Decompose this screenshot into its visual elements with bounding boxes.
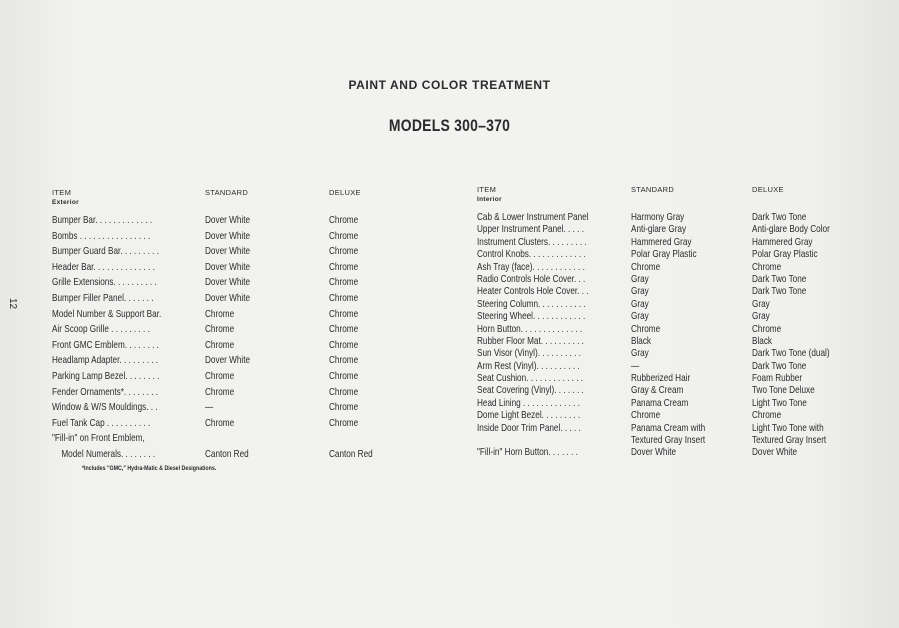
exterior-footnote: *Includes "GMC," Hydra-Matic & Diesel Designations. (81, 465, 217, 472)
interior-item-cell: Instrument Clusters. . . . . . . . . (477, 235, 587, 248)
interior-item-cell: Head Lining . . . . . . . . . . . . . (477, 396, 580, 409)
exterior-item-cell: Header Bar. . . . . . . . . . . . . . (52, 260, 155, 273)
exterior-item-cell: Grille Extensions. . . . . . . . . . (52, 276, 157, 289)
exterior-item-cell: Front GMC Emblem. . . . . . . . (52, 338, 159, 351)
interior-item-cell: Horn Button. . . . . . . . . . . . . . (477, 322, 583, 335)
interior-deluxe-cell: Dover White (752, 446, 798, 459)
interior-deluxe-cell: Gray (752, 310, 770, 323)
exterior-standard-cell: Chrome (205, 307, 235, 320)
interior-deluxe-cell: Chrome (752, 322, 782, 335)
exterior-standard-cell: Chrome (205, 385, 235, 398)
exterior-standard-cell (205, 431, 250, 447)
interior-standard-cell: Black (631, 334, 652, 347)
exterior-deluxe-cell: Chrome (329, 291, 359, 304)
interior-item-cell: Steering Column. . . . . . . . . . . (477, 297, 586, 310)
exterior-item-cell: Headlamp Adapter. . . . . . . . . (52, 354, 159, 367)
exterior-deluxe-column (329, 213, 373, 463)
interior-deluxe-cell: Light Two Tone with (752, 421, 824, 434)
exterior-deluxe-cell: Chrome (329, 369, 359, 382)
interior-item-cell: Seat Covering (Vinyl). . . . . . . (477, 384, 584, 397)
interior-deluxe-header: DELUXE (752, 185, 784, 194)
exterior-standard-cell: Dover White (205, 276, 251, 289)
exterior-standard-cell: Dover White (205, 245, 251, 258)
exterior-deluxe-cell: Chrome (329, 416, 359, 429)
interior-item-cell: Dome Light Bezel. . . . . . . . . (477, 409, 581, 422)
interior-deluxe-cell: Dark Two Tone (dual) (752, 347, 830, 360)
interior-deluxe-cell: Anti-glare Body Color (752, 223, 830, 236)
interior-deluxe-cell: Dark Two Tone (752, 359, 807, 372)
interior-deluxe-cell: Foam Rubber (752, 372, 803, 385)
interior-item-cell: "Fill-in" Horn Button. . . . . . . (477, 446, 578, 459)
interior-standard-cell: Rubberized Hair (631, 372, 691, 385)
interior-standard-cell: Gray (631, 347, 649, 360)
exterior-deluxe-cell: Chrome (329, 338, 359, 351)
exterior-standard-cell: Dover White (205, 214, 251, 226)
exterior-deluxe-cell: Canton Red (329, 447, 373, 460)
interior-item-cell: Seat Cushion. . . . . . . . . . . . . (477, 372, 584, 385)
interior-standard-header: STANDARD (631, 185, 675, 194)
interior-standard-cell: Dover White (631, 446, 677, 459)
interior-deluxe-cell: Chrome (752, 409, 782, 422)
exterior-deluxe-cell: Chrome (329, 229, 359, 242)
page-title: PAINT AND COLOR TREATMENT (348, 78, 551, 92)
interior-deluxe-cell: Dark Two Tone (752, 272, 807, 285)
interior-standard-cell: Chrome (631, 260, 661, 273)
interior-deluxe-cell: Dark Two Tone (752, 211, 807, 223)
interior-deluxe-cell: Chrome (752, 260, 782, 273)
exterior-deluxe-cell: Chrome (329, 214, 359, 226)
exterior-item-cell: Model Numerals. . . . . . . . (61, 447, 156, 460)
exterior-item-cell: Fender Ornaments*. . . . . . . . (52, 385, 159, 398)
interior-item-cell: Heater Controls Hole Cover. . . (477, 285, 589, 298)
interior-deluxe-cell: Two Tone Deluxe (752, 384, 815, 397)
interior-standard-cell: Gray (631, 285, 649, 298)
exterior-standard-cell: Dover White (205, 354, 251, 367)
exterior-item-cell: Window & W/S Mouldings. . . (52, 401, 158, 414)
exterior-deluxe-cell (329, 431, 373, 447)
exterior-standard-cell: Dover White (205, 229, 251, 242)
interior-standard-cell: Harmony Gray (631, 211, 685, 223)
interior-deluxe-cell: Black (752, 334, 773, 347)
interior-deluxe-cell: Gray (752, 297, 770, 310)
interior-standard-cell: Gray (631, 272, 649, 285)
exterior-standard-cell: Chrome (205, 323, 235, 336)
exterior-standard-column (205, 213, 250, 463)
exterior-deluxe-cell: Chrome (329, 323, 359, 336)
interior-item-header: ITEM (477, 185, 497, 194)
interior-item-cell: Control Knobs. . . . . . . . . . . . . (477, 248, 586, 261)
interior-standard-cell: Hammered Gray (631, 235, 692, 248)
exterior-item-cell: Fuel Tank Cap . . . . . . . . . . (52, 416, 151, 429)
interior-item-cell: Radio Controls Hole Cover. . . (477, 272, 586, 285)
interior-deluxe-cell: Textured Gray Insert (752, 434, 827, 447)
interior-standard-cell: Panama Cream with (631, 421, 706, 434)
exterior-deluxe-cell: Chrome (329, 307, 359, 320)
interior-deluxe-cell: Light Two Tone (752, 396, 807, 409)
interior-standard-column (631, 211, 705, 459)
interior-item-cell: Inside Door Trim Panel. . . . . (477, 421, 581, 434)
page-subtitle: MODELS 300–370 (388, 116, 511, 135)
interior-standard-cell: Textured Gray Insert (631, 434, 706, 447)
interior-item-cell (477, 434, 589, 446)
interior-deluxe-cell: Dark Two Tone (752, 285, 807, 298)
exterior-item-cell: Parking Lamp Bezel. . . . . . . . (52, 369, 160, 382)
interior-standard-cell: Panama Cream (631, 396, 689, 409)
exterior-deluxe-cell: Chrome (329, 385, 359, 398)
exterior-deluxe-cell: Chrome (329, 276, 359, 289)
interior-standard-cell: Anti-glare Gray (631, 223, 687, 236)
interior-standard-cell: Chrome (631, 322, 661, 335)
interior-item-cell: Rubber Floor Mat. . . . . . . . . . (477, 334, 584, 347)
interior-item-cell: Upper Instrument Panel. . . . . (477, 223, 584, 236)
interior-item-column (477, 211, 589, 459)
exterior-deluxe-header: DELUXE (329, 188, 361, 197)
interior-item-cell: Sun Visor (Vinyl). . . . . . . . . . (477, 347, 581, 360)
exterior-item-cell: Air Scoop Grille . . . . . . . . . (52, 323, 150, 336)
exterior-standard-cell: Chrome (205, 416, 235, 429)
exterior-standard-cell: Dover White (205, 291, 251, 304)
exterior-item-cell: Model Number & Support Bar. (52, 307, 162, 320)
interior-item-cell: Cab & Lower Instrument Panel (477, 211, 589, 223)
interior-item-cell: Arm Rest (Vinyl). . . . . . . . . . (477, 359, 580, 372)
interior-standard-cell: Gray (631, 297, 649, 310)
exterior-standard-header: STANDARD (205, 188, 249, 197)
interior-standard-cell: Chrome (631, 409, 661, 422)
exterior-item-header: ITEM (52, 188, 72, 197)
interior-standard-cell: Gray & Cream (631, 384, 684, 397)
exterior-standard-cell: — (205, 401, 214, 414)
exterior-item-column (52, 213, 161, 463)
interior-standard-cell: Polar Gray Plastic (631, 248, 697, 261)
exterior-item-cell: Bumper Bar. . . . . . . . . . . . . (52, 214, 153, 226)
exterior-section-label: Exterior (52, 199, 79, 206)
exterior-standard-cell: Canton Red (205, 447, 249, 460)
interior-item-cell: Steering Wheel. . . . . . . . . . . . (477, 310, 586, 323)
interior-deluxe-cell: Polar Gray Plastic (752, 248, 818, 261)
exterior-deluxe-cell: Chrome (329, 245, 359, 258)
exterior-item-cell: Bumper Filler Panel. . . . . . . (52, 291, 154, 304)
exterior-item-cell: Bumper Guard Bar. . . . . . . . . (52, 245, 159, 258)
exterior-standard-cell: Dover White (205, 260, 251, 273)
exterior-deluxe-cell: Chrome (329, 260, 359, 273)
interior-deluxe-cell: Hammered Gray (752, 235, 813, 248)
page-number: 12 (7, 298, 18, 310)
exterior-standard-cell: Chrome (205, 338, 235, 351)
exterior-item-cell: "Fill-in" on Front Emblem, (52, 432, 145, 445)
exterior-deluxe-cell: Chrome (329, 401, 359, 414)
interior-item-cell: Ash Tray (face). . . . . . . . . . . . (477, 260, 585, 273)
exterior-item-cell: Bombs . . . . . . . . . . . . . . . . (52, 229, 151, 242)
interior-section-label: Interior (477, 196, 502, 203)
interior-standard-cell: Gray (631, 310, 649, 323)
interior-deluxe-column (752, 211, 830, 459)
exterior-standard-cell: Chrome (205, 369, 235, 382)
interior-standard-cell: — (631, 359, 640, 372)
exterior-deluxe-cell: Chrome (329, 354, 359, 367)
